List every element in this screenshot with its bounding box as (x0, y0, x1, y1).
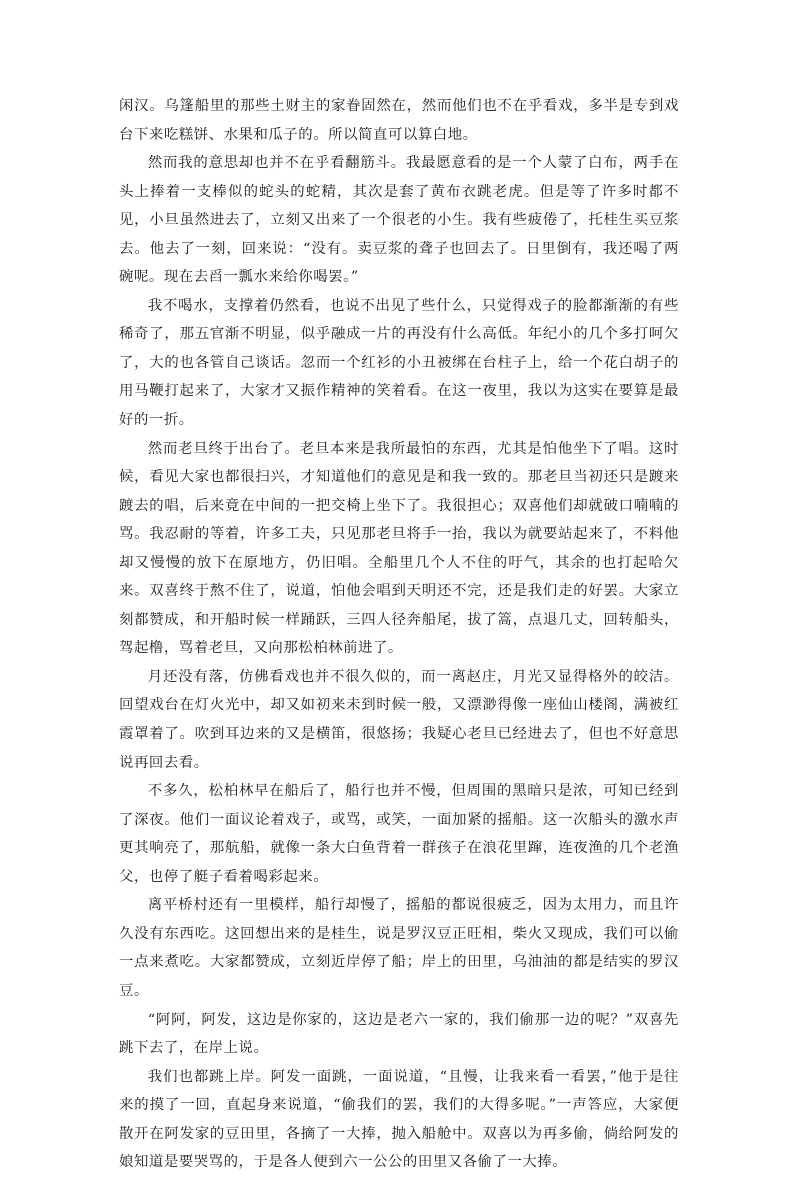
paragraph: 我不喝水，支撑着仍然看，也说不出见了些什么，只觉得戏子的脸都渐渐的有些稀奇了，那五官渐不明显，似乎融成一片的再没有什么高低。年纪小的几个多打呵欠了，大的也各管自己谈话。忽而一个红衫的小丑被绑在台柱子上，给一个花白胡子的用马鞭打起来了，大家才又振作精神的笑着看。在这一夜里，我以为这实在要算是最好的一折。 (119, 297, 679, 429)
paragraph: “阿阿，阿发，这边是你家的，这边是老六一家的，我们偷那一边的呢？”双喜先跳下去了，在岸上说。 (119, 1011, 679, 1057)
paragraph: 我们也都跳上岸。阿发一面跳，一面说道，“且慢，让我来看一看罢，”他于是往来的摸了一回，直起身来说道，“偷我们的罢，我们的大得多呢。”一声答应，大家便散开在阿发家的豆田里，各摘了一大捧，抛入船舱中。双喜以为再多偷，倘给阿发的娘知道是要哭骂的，于是各人便到六一公公的田里又各偷了一大捧。 (119, 1068, 679, 1171)
paragraph: 月还没有落，仿佛看戏也并不很久似的，而一离赵庄，月光又显得格外的皎洁。回望戏台在灯火光中，却又如初来未到时候一般，又漂渺得像一座仙山楼阁，满被红霞罩着了。吹到耳边来的又是横笛，很悠扬；我疑心老旦已经进去了，但也不好意思说再回去看。 (119, 668, 679, 771)
body-text (119, 92, 679, 1177)
paragraph: 不多久，松柏林早在船后了，船行也并不慢，但周围的黑暗只是浓，可知已经到了深夜。他们一面议论着戏子，或骂，或笑，一面加紧的摇船。这一次船头的激水声更其响亮了，那航船，就像一条大白鱼背着一群孩子在浪花里蹿，连夜渔的几个老渔父，也停了艇子看着喝彩起来。 (119, 783, 679, 885)
paragraph: 然而我的意思却也并不在乎看翻筋斗。我最愿意看的是一个人蒙了白布，两手在头上捧着一支棒似的蛇头的蛇精，其次是套了黄布衣跳老虎。但是等了许多时都不见，小旦虽然进去了，立刻又出来了一个很老的小生。我有些疲倦了，托桂生买豆浆去。他去了一刻，回来说：“没有。卖豆浆的聋子也回去了。日里倒有，我还喝了两碗呢。现在去舀一瓢水来给你喝罢。” (119, 155, 679, 286)
paragraph: 离平桥村还有一里模样，船行却慢了，摇船的都说很疲乏，因为太用力，而且许久没有东西吃。这回想出来的是桂生，说是罗汉豆正旺相，柴火又现成，我们可以偷一点来煮吃。大家都赞成，立刻近岸停了船；岸上的田里，乌油油的都是结实的罗汉豆。 (119, 897, 679, 999)
paragraph: 然而老旦终于出台了。老旦本来是我所最怕的东西，尤其是怕他坐下了唱。这时候，看见大家也都很扫兴，才知道他们的意见是和我一致的。那老旦当初还只是踱来踱去的唱，后来竟在中间的一把交椅上坐下了。我很担心；双喜他们却就破口喃喃的骂。我忍耐的等着，许多工夫，只见那老旦将手一抬，我以为就要站起来了，不料他却又慢慢的放下在原地方，仍旧唱。全船里几个人不住的吁气，其余的也打起哈欠来。双喜终于熬不住了，说道，怕他会唱到天明还不完，还是我们走的好罢。大家立刻都赞成，和开船时候一样踊跃，三四人径奔船尾，拔了篙，点退几丈，回转船头，驾起橹，骂着老旦，又向那松柏林前进了。 (119, 440, 679, 657)
paragraph-continuation: 闲汉。乌篷船里的那些土财主的家眷固然在，然而他们也不在乎看戏，多半是专到戏台下来吃糕饼、水果和瓜子的。所以简直可以算白地。 (119, 98, 679, 143)
